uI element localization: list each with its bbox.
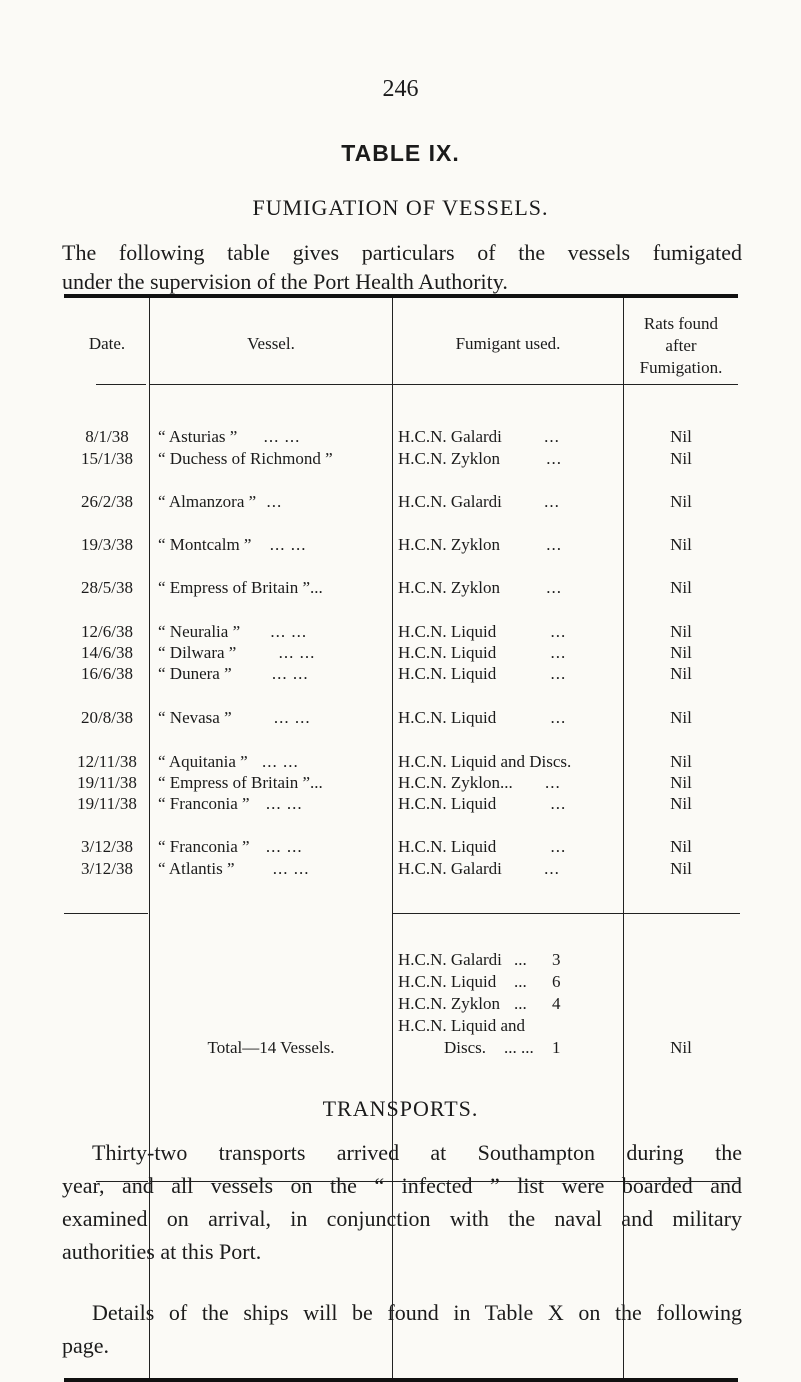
- row-section-rule: [64, 913, 148, 914]
- breakdown-line: [398, 1017, 618, 1039]
- vessel-name: “ Nevasa ”: [158, 708, 232, 727]
- breakdown-text: Discs.: [444, 1038, 487, 1057]
- row-rats: Nil: [670, 794, 692, 813]
- row-fumigant: [398, 795, 566, 812]
- paragraph-line: Thirty-two transports arrived at Southampton during the: [92, 1140, 742, 1165]
- vessel-name: “ Duchess of Richmond ”: [158, 449, 333, 468]
- fumigant-name: H.C.N. Zyklon: [398, 535, 500, 554]
- fumigant-name: H.C.N. Galardi: [398, 492, 502, 511]
- fumigant-name: H.C.N. Zyklon...: [398, 773, 513, 792]
- breakdown-line: [398, 951, 618, 973]
- fumigant-name: H.C.N. Liquid and Discs.: [398, 752, 572, 771]
- vessel-name: “ Dunera ”: [158, 664, 232, 683]
- row-rats: Nil: [670, 622, 692, 641]
- row-vessel: [158, 795, 303, 812]
- details-paragraph: [62, 1296, 742, 1362]
- breakdown-count: 1: [552, 1038, 561, 1057]
- row-vessel: [158, 623, 307, 640]
- paragraph-line: Details of the ships will be found in Table X on the following: [92, 1300, 742, 1325]
- leader-dots: ...: [514, 994, 527, 1013]
- section-subtitle: FUMIGATION OF VESSELS.: [252, 195, 549, 220]
- fumigant-name: H.C.N. Liquid: [398, 664, 497, 683]
- row-section-rule: [624, 913, 740, 914]
- leader-dots: ... ...: [504, 1038, 534, 1057]
- intro-paragraph: [62, 238, 742, 296]
- fumigant-name: H.C.N. Liquid: [398, 708, 497, 727]
- leader-dots: ...: [546, 535, 562, 554]
- row-date: 3/12/38: [81, 837, 133, 856]
- row-vessel: [158, 579, 323, 596]
- intro-line: under the supervision of the Port Health Authority.: [62, 269, 508, 294]
- row-vessel: [158, 450, 333, 467]
- row-rats: Nil: [670, 859, 692, 878]
- row-rats: Nil: [670, 578, 692, 597]
- leader-dots: ...: [545, 773, 561, 792]
- row-vessel: [158, 753, 299, 770]
- row-fumigant: [398, 838, 566, 855]
- header-vessel: Vessel.: [247, 334, 295, 353]
- row-rats: Nil: [670, 535, 692, 554]
- header-rule: [96, 384, 146, 385]
- fumigant-name: H.C.N. Zyklon: [398, 578, 500, 597]
- header-fumigant: Fumigant used.: [455, 334, 561, 353]
- paragraph-line: year, and all vessels on the “ infected ” list were boarded and: [62, 1173, 742, 1198]
- fumigant-name: H.C.N. Zyklon: [398, 449, 500, 468]
- row-fumigant: [398, 753, 571, 770]
- row-fumigant: [398, 709, 566, 726]
- row-rats: Nil: [670, 837, 692, 856]
- leader-dots: ...: [544, 859, 560, 878]
- row-date: 8/1/38: [85, 427, 129, 446]
- row-date: 14/6/38: [81, 643, 133, 662]
- vessel-name: “ Almanzora ”: [158, 492, 257, 511]
- header-rats: [624, 313, 738, 379]
- leader-dots: ... ...: [265, 794, 303, 813]
- leader-dots: ...: [550, 708, 567, 727]
- fumigant-name: H.C.N. Liquid: [398, 794, 497, 813]
- header-rule: [393, 384, 623, 385]
- breakdown-count: 4: [552, 994, 561, 1013]
- row-date: 26/2/38: [81, 492, 133, 511]
- breakdown-line: [398, 995, 618, 1017]
- row-fumigant: [398, 623, 566, 640]
- row-date: 16/6/38: [81, 664, 133, 683]
- leader-dots: ... ...: [263, 427, 301, 446]
- row-fumigant: [398, 644, 566, 661]
- leader-dots: ...: [550, 643, 567, 662]
- leader-dots: ...: [550, 622, 567, 641]
- vessel-name: “ Dilwara ”: [158, 643, 237, 662]
- row-rats: Nil: [670, 643, 692, 662]
- fumigant-name: H.C.N. Liquid: [398, 643, 497, 662]
- leader-dots: ...: [544, 492, 560, 511]
- leader-dots: ... ...: [261, 752, 299, 771]
- header-rats-line: after: [665, 336, 697, 355]
- row-date: 19/11/38: [77, 794, 137, 813]
- row-date: 3/12/38: [81, 859, 133, 878]
- leader-dots: ...: [266, 492, 283, 511]
- header-date: Date.: [88, 334, 126, 353]
- row-vessel: [158, 428, 300, 445]
- leader-dots: ... ...: [273, 708, 311, 727]
- intro-line: The following table gives particulars of the vessels fumigated: [62, 240, 742, 265]
- row-vessel: [158, 644, 315, 661]
- row-vessel: [158, 536, 306, 553]
- row-fumigant: [398, 493, 560, 510]
- row-fumigant: [398, 665, 566, 682]
- row-vessel: [158, 665, 309, 682]
- leader-dots: ... ...: [272, 859, 310, 878]
- leader-dots: ...: [546, 449, 562, 468]
- table-title: TABLE IX.: [341, 140, 460, 166]
- vessel-name: “ Neuralia ”: [158, 622, 241, 641]
- leader-dots: ...: [550, 837, 567, 856]
- row-vessel: [158, 838, 303, 855]
- row-rats: Nil: [670, 449, 692, 468]
- paragraph-line: authorities at this Port.: [62, 1239, 262, 1264]
- leader-dots: ...: [546, 578, 562, 597]
- row-rats: Nil: [670, 664, 692, 683]
- total-breakdown: [398, 951, 618, 1061]
- fumigant-name: H.C.N. Liquid: [398, 837, 497, 856]
- paragraph-line: examined on arrival, in conjunction with the naval and military: [62, 1206, 742, 1231]
- transports-title: TRANSPORTS.: [322, 1096, 479, 1121]
- vessel-name: “ Atlantis ”: [158, 859, 235, 878]
- row-date: 15/1/38: [81, 449, 133, 468]
- vessel-name: “ Franconia ”: [158, 794, 250, 813]
- breakdown-text: H.C.N. Liquid and: [398, 1016, 526, 1035]
- leader-dots: ... ...: [265, 837, 303, 856]
- breakdown-line: [398, 1039, 618, 1061]
- row-fumigant: [398, 450, 562, 467]
- row-date: 28/5/38: [81, 578, 133, 597]
- leader-dots: ... ...: [278, 643, 316, 662]
- row-rats: Nil: [670, 752, 692, 771]
- leader-dots: ... ...: [271, 664, 309, 683]
- row-section-rule: [393, 913, 623, 914]
- row-fumigant: [398, 860, 560, 877]
- header-rats-line: Rats found: [643, 314, 719, 333]
- vessel-name: “ Empress of Britain ”...: [158, 773, 323, 792]
- row-date: 20/8/38: [81, 708, 133, 727]
- fumigant-name: H.C.N. Liquid: [398, 622, 497, 641]
- breakdown-count: 6: [552, 972, 561, 991]
- table-top-rule: [64, 294, 738, 298]
- row-date: 19/11/38: [77, 773, 137, 792]
- row-fumigant: [398, 536, 562, 553]
- breakdown-line: [398, 973, 618, 995]
- row-vessel: [158, 709, 311, 726]
- total-label: Total—14 Vessels.: [207, 1038, 335, 1057]
- vessel-name: “ Franconia ”: [158, 837, 250, 856]
- vessel-name: “ Aquitania ”: [158, 752, 248, 771]
- row-rats: Nil: [670, 427, 692, 446]
- row-fumigant: [398, 579, 562, 596]
- row-date: 12/11/38: [77, 752, 137, 771]
- vessel-name: “ Asturias ”: [158, 427, 238, 446]
- header-rats-line: Fumigation.: [639, 358, 723, 377]
- leader-dots: ...: [544, 427, 560, 446]
- row-rats: Nil: [670, 773, 692, 792]
- paragraph-line: page.: [62, 1333, 110, 1358]
- total-rats: Nil: [670, 1038, 692, 1057]
- leader-dots: ...: [550, 794, 567, 813]
- page-number: 246: [382, 76, 419, 102]
- breakdown-text: H.C.N. Zyklon: [398, 994, 500, 1013]
- row-fumigant: [398, 428, 560, 445]
- fumigant-name: H.C.N. Galardi: [398, 427, 502, 446]
- vessel-name: “ Montcalm ”: [158, 535, 252, 554]
- leader-dots: ...: [550, 664, 567, 683]
- row-rats: Nil: [670, 708, 692, 727]
- transports-paragraph: [62, 1136, 742, 1268]
- leader-dots: ... ...: [269, 535, 307, 554]
- leader-dots: ... ...: [270, 622, 308, 641]
- breakdown-count: 3: [552, 950, 561, 969]
- leader-dots: ...: [514, 950, 527, 969]
- breakdown-text: H.C.N. Liquid: [398, 972, 497, 991]
- row-date: 12/6/38: [81, 622, 133, 641]
- header-rule: [150, 384, 392, 385]
- header-rule: [624, 384, 738, 385]
- row-vessel: [158, 860, 309, 877]
- row-fumigant: [398, 774, 561, 791]
- row-vessel: [158, 493, 282, 510]
- leader-dots: ...: [514, 972, 527, 991]
- table-bottom-rule: [64, 1378, 738, 1382]
- row-date: 19/3/38: [81, 535, 133, 554]
- row-vessel: [158, 774, 323, 791]
- row-rats: Nil: [670, 492, 692, 511]
- vessel-name: “ Empress of Britain ”...: [158, 578, 323, 597]
- fumigant-name: H.C.N. Galardi: [398, 859, 502, 878]
- breakdown-text: H.C.N. Galardi: [398, 950, 502, 969]
